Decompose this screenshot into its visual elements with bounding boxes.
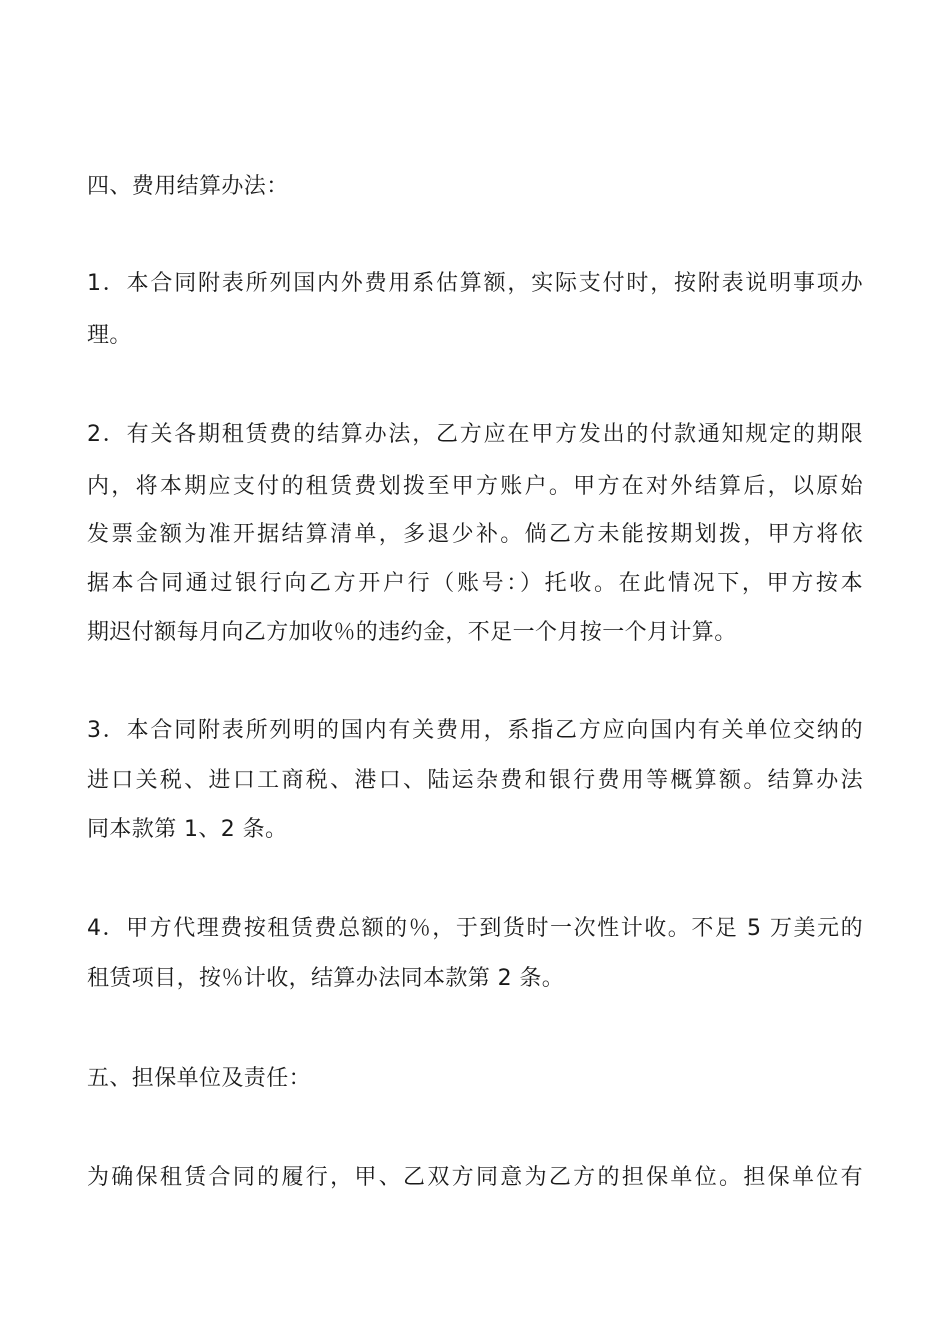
paragraph-line: 理。 — [87, 323, 132, 348]
paragraph-line: 4．甲方代理费按租赁费总额的％，于到货时一次性计收。不足 5 万美元的 — [87, 916, 863, 941]
paragraph-line: 进口关税、进口工商税、港口、陆运杂费和银行费用等概算额。结算办法 — [87, 768, 863, 793]
paragraph-line: 1．本合同附表所列国内外费用系估算额，实际支付时，按附表说明事项办 — [87, 271, 863, 296]
paragraph-line: 据本合同通过银行向乙方开户行（账号：）托收。在此情况下，甲方按本 — [87, 571, 863, 596]
paragraph-line: 3．本合同附表所列明的国内有关费用，系指乙方应向国内有关单位交纳的 — [87, 718, 863, 743]
paragraph-line: 2．有关各期租赁费的结算办法，乙方应在甲方发出的付款通知规定的期限 — [87, 422, 863, 447]
paragraph-line: 发票金额为准开据结算清单，多退少补。倘乙方未能按期划拨，甲方将依 — [87, 522, 863, 547]
paragraph-line: 同本款第 1、2 条。 — [87, 817, 288, 842]
paragraph-line: 期迟付额每月向乙方加收％的违约金，不足一个月按一个月计算。 — [87, 620, 737, 645]
paragraph-line: 为确保租赁合同的履行，甲、乙双方同意为乙方的担保单位。担保单位有 — [87, 1165, 863, 1190]
section-heading-5: 五、担保单位及责任： — [87, 1066, 312, 1091]
section-heading-4: 四、费用结算办法： — [87, 174, 289, 199]
paragraph-line: 内，将本期应支付的租赁费划拨至甲方账户。甲方在对外结算后，以原始 — [87, 474, 863, 499]
paragraph-line: 租赁项目，按％计收，结算办法同本款第 2 条。 — [87, 966, 565, 991]
